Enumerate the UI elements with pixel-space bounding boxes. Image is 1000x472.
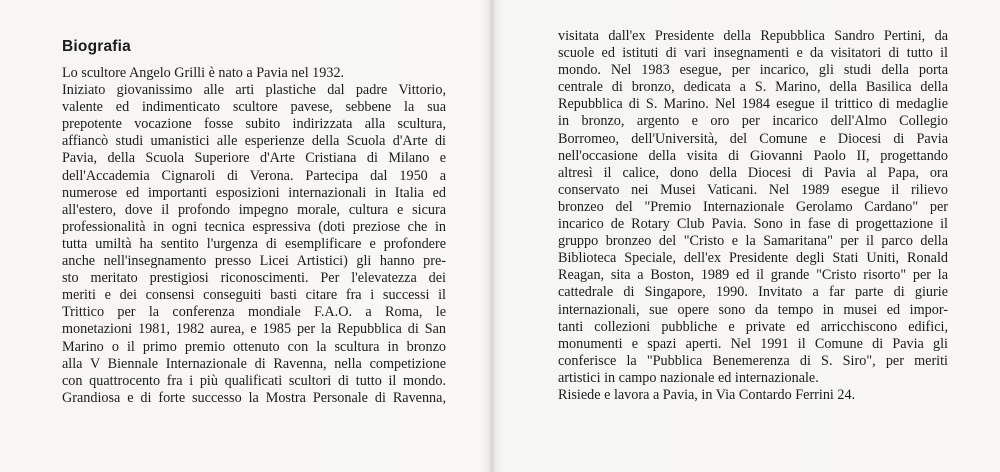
right-page-text xyxy=(558,28,948,404)
text-line: cattedrale di Singapore, 1990. Invitato a far parte di giurie xyxy=(558,284,948,301)
text-line: Reagan, sita a Boston, 1989 ed il grande "Cristo risorto" per la xyxy=(558,267,948,284)
text-line: altresì il calice, dono della Diocesi di Pavia al Papa, ora xyxy=(558,164,948,181)
biography-heading: Biografia xyxy=(62,38,131,55)
text-line: Biblioteca Speciale, dell'ex Presidente degli Stati Uniti, Ronald xyxy=(558,250,948,267)
left-page-text xyxy=(62,65,446,407)
text-line: tanti collezioni pubbliche e private ed arricchiscono edifici, xyxy=(558,318,948,335)
text-line: in bronzo, argento e oro per incarico dell'Almo Collegio xyxy=(558,113,948,130)
text-line: conservato nei Musei Vaticani. Nel 1989 esegue il rilievo xyxy=(558,181,948,198)
text-line: internazionali, sue opere sono da tempo in musei ed impor- xyxy=(558,301,948,318)
text-line: numerose ed importanti esposizioni internazionali in Italia ed xyxy=(62,184,446,201)
text-line: affiancò studi umanistici alle esperienze della Scuola d'Arte di xyxy=(62,133,446,150)
text-line: Risiede e lavora a Pavia, in Via Contardo Ferrini 24. xyxy=(558,386,856,403)
text-line: Trittico per la conferenza mondiale F.A.O. a Roma, le xyxy=(62,304,446,321)
text-line: scuole ed istituti di vari insegnamenti e da visitatori di tutto il xyxy=(558,45,948,62)
text-line: all'estero, dove il profondo impegno morale, cultura e sicura xyxy=(62,201,446,218)
text-line: sto meritato prestigiosi riconoscimenti. Per l'elevatezza dei xyxy=(62,270,446,287)
text-line: tutta umiltà ha sentito l'urgenza di esemplificare e profondere xyxy=(62,235,446,252)
text-line: monumenti e spazi aperti. Nel 1991 il Comune di Pavia gli xyxy=(558,335,948,352)
text-line: Repubblica di S. Marino. Nel 1984 esegue il trittico di medaglie xyxy=(558,96,948,113)
text-line: visitata dall'ex Presidente della Repubblica Sandro Pertini, da xyxy=(558,28,948,44)
text-line: Pavia, della Scuola Superiore d'Arte Cristiana di Milano e xyxy=(62,150,446,167)
left-page xyxy=(62,38,446,407)
text-line: anche nell'insegnamento presso Licei Artistici) gli hanno pre- xyxy=(62,253,446,270)
right-page xyxy=(558,28,948,404)
text-line: prepotente vocazione fosse subito indirizzata alla scultura, xyxy=(62,116,446,133)
text-line: mondo. Nel 1983 esegue, per incarico, gli studi della porta xyxy=(558,62,948,79)
text-line: valente ed indimenticato scultore pavese, sebbene la sua xyxy=(62,99,446,116)
text-line: Lo scultore Angelo Grilli è nato a Pavia nel 1932. xyxy=(62,65,345,81)
text-line: bronzeo del "Premio Internazionale Gerolamo Cardano" per xyxy=(558,198,948,215)
text-line: nell'occasione della visita di Giovanni Paolo II, progettando xyxy=(558,147,948,164)
text-line: artistici in campo nazionale ed internazionale. xyxy=(558,369,819,386)
page-fold xyxy=(488,0,496,472)
text-line: meriti e dei consensi conseguiti basti citare fra i successi il xyxy=(62,287,446,304)
text-line: dell'Accademia Cignaroli di Verona. Partecipa dal 1950 a xyxy=(62,167,446,184)
text-line: Marino o il primo premio ottenuto con la scultura in bronzo xyxy=(62,338,446,355)
text-line: incarico de Rotary Club Pavia. Sono in fase di progettazione il xyxy=(558,216,948,233)
text-line: gruppo bronzeo del "Cristo e la Samaritana" per il parco della xyxy=(558,233,948,250)
text-line: Grandiosa e di forte successo la Mostra Personale di Ravenna, xyxy=(62,389,446,406)
text-line: Iniziato giovanissimo alle arti plastiche dal padre Vittorio, xyxy=(62,82,446,99)
text-line: monetazioni 1981, 1982 aurea, e 1985 per la Repubblica di San xyxy=(62,321,446,338)
text-line: alla V Biennale Internazionale di Ravenna, nella competizione xyxy=(62,355,446,372)
text-line: conferisce la "Pubblica Benemerenza di S. Siro", per meriti xyxy=(558,352,948,369)
text-line: Borromeo, dell'Università, del Comune e Diocesi di Pavia xyxy=(558,130,948,147)
text-line: centrale di bronzo, dedicata a S. Marino, della Basilica della xyxy=(558,79,948,96)
text-line: con quattrocento fra i più qualificati scultori di tutto il mondo. xyxy=(62,372,446,389)
text-line: professionalità in ogni tecnica espressiva (doti preziose che in xyxy=(62,218,446,235)
